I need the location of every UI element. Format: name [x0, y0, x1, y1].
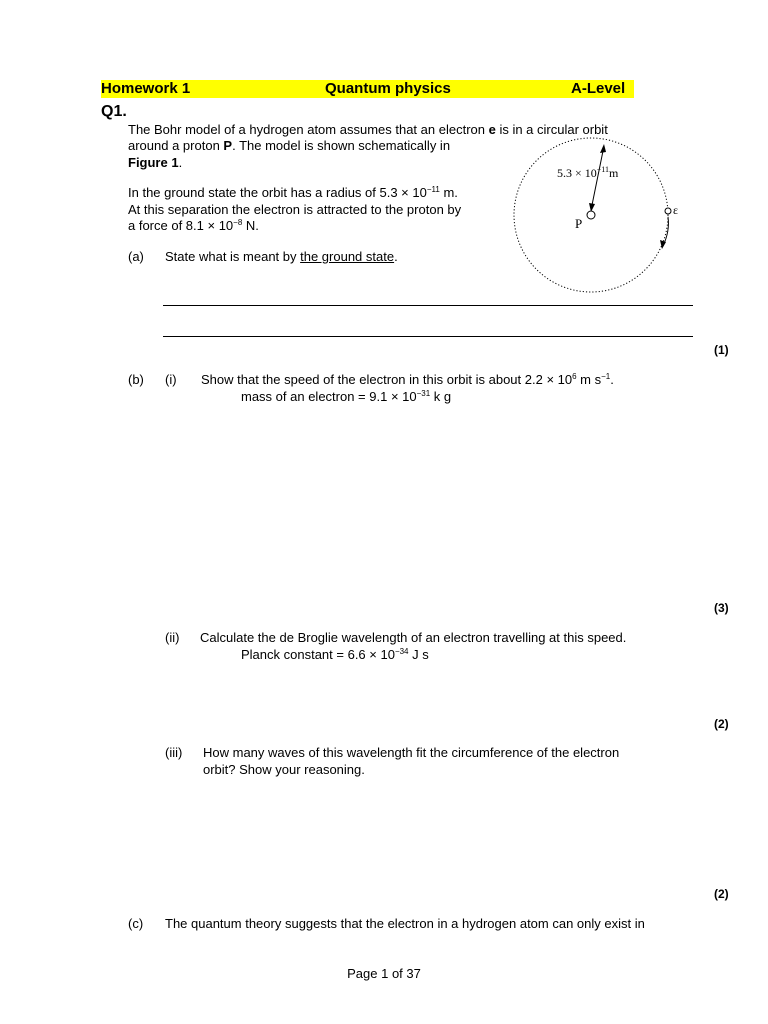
part-b-ii-question: Calculate the de Broglie wavelength of an electron travelling at this speed. [200, 630, 627, 645]
electron-label: ε [673, 203, 679, 217]
part-b-ii-label: (ii) [165, 630, 180, 645]
page-number: Page 1 of 37 [347, 966, 421, 981]
radius-arrow-head-outer [600, 144, 606, 153]
part-b-iii-question-line-1: How many waves of this wavelength fit the circumference of the electron [203, 745, 620, 760]
part-b-i-label: (i) [165, 372, 177, 387]
part-b-i-question: Show that the speed of the electron in this orbit is about $2.2 \times 10^6$ m $s^{-1}$. [201, 372, 614, 387]
part-a-answer-line-1[interactable] [163, 305, 693, 306]
part-c-label: (c) [128, 916, 144, 931]
part-b-iii-marks: (2) [714, 887, 729, 901]
part-b-iii-question-line-2: orbit? Show your reasoning. [203, 762, 365, 777]
ground-state-line-2: At this separation the electron is attracted to the proton by [128, 202, 462, 217]
part-b-iii-label: (iii) [165, 745, 183, 760]
part-a-answer-line-2[interactable] [163, 336, 693, 337]
radius-label: $5.3 \times 10^{-11}m$ [557, 165, 619, 180]
intro-line-2: around a proton P. The model is shown schematically in [128, 138, 451, 153]
ground-state-line-1: In the ground state the orbit has a radius of $5.3 \times 10^{-11}$ m. [128, 185, 458, 200]
header-subject: Quantum physics [325, 80, 451, 97]
header-homework-title: Homework 1 [101, 80, 191, 97]
part-b-label: (b) [128, 372, 144, 387]
bohr-model-figure [505, 136, 695, 296]
question-number: Q1. [101, 103, 127, 120]
ground-state-line-3: a force of $8.1 \times 10^{-8}$ N. [128, 218, 259, 233]
proton-icon [587, 211, 595, 219]
part-b-i-marks: (3) [714, 601, 729, 615]
part-b-i-data: mass of an electron = $9.1 \times 10^{-31}$ k g [241, 389, 452, 404]
part-a-question: State what is meant by the ground state. [165, 249, 398, 264]
worksheet-header [101, 80, 634, 98]
part-a-marks: (1) [714, 343, 729, 357]
intro-line-1: The Bohr model of a hydrogen atom assumes that an electron e is in a circular orbit [128, 122, 608, 137]
proton-label: P [575, 216, 583, 231]
intro-line-3: Figure 1. [128, 155, 183, 170]
electron-icon [665, 208, 671, 214]
part-b-ii-marks: (2) [714, 717, 729, 731]
part-c-question: The quantum theory suggests that the electron in a hydrogen atom can only exist in [165, 916, 645, 931]
part-b-ii-data: Planck constant = $6.6 \times 10^{-34}$ J s [241, 647, 429, 662]
part-a-label: (a) [128, 249, 144, 264]
header-level: A-Level [571, 80, 626, 97]
